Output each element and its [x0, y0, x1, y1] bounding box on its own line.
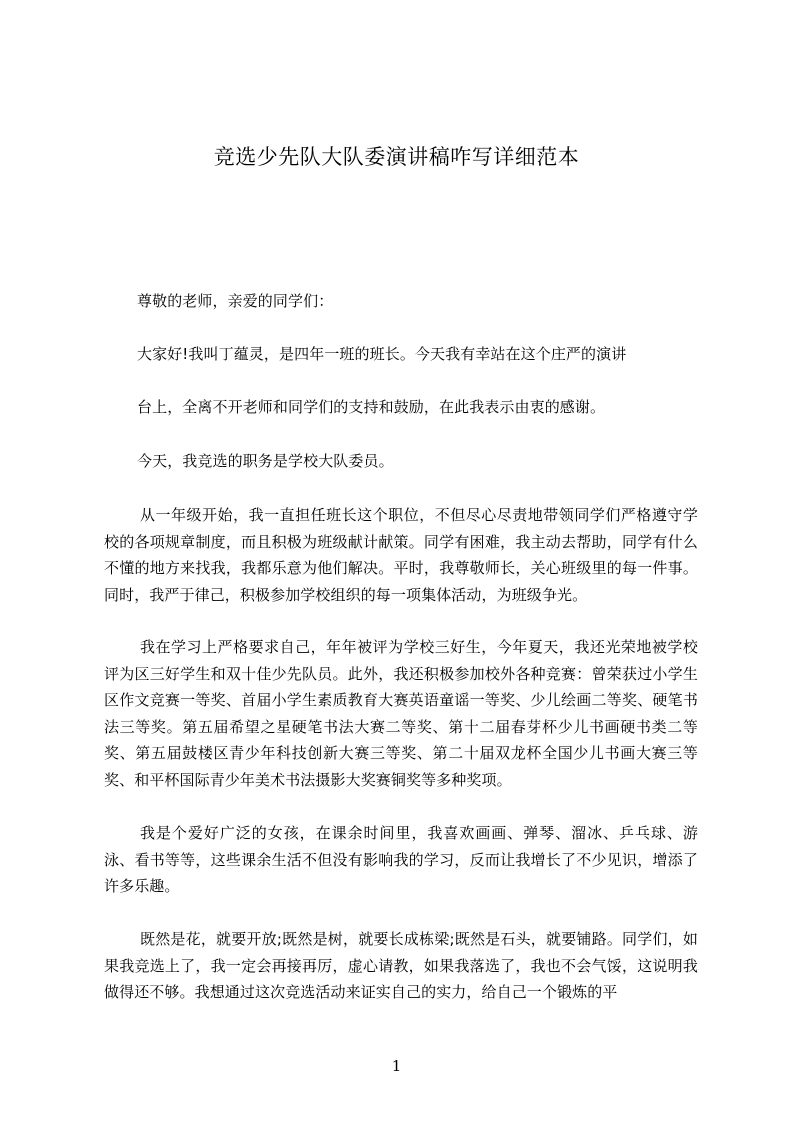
page-number: 1	[391, 1057, 402, 1075]
intro-line-1: 大家好!我叫丁蕴灵，是四年一班的班长。今天我有幸站在这个庄严的演讲	[137, 345, 627, 363]
intro-line-2: 台上，全离不开老师和同学们的支持和鼓励，在此我表示由衷的感谢。	[137, 398, 606, 416]
paragraph-conclusion: 既然是花，就要开放;既然是树，就要长成栋梁;既然是石头，就要铺路。同学们，如果我竞选上了，我一定会再接再厉，虚心请教，如果我落选了，我也不会气馁，这说明我做得还不够。我想通过这次竞选活动来证实自己的实力，给自己一个锻炼的平	[104, 930, 698, 1002]
position-line: 今天，我竞选的职务是学校大队委员。	[137, 452, 394, 470]
paragraph-awards: 我在学习上严格要求自己，年年被评为学校三好生，今年夏天，我还光荣地被学校评为区三好学生和双十佳少先队员。此外，我还积极参加校外各种竞赛：曾荣获过小学生区作文竞赛一等奖、首届小学生素质教育大赛英语童谣一等奖、少儿绘画二等奖、硬笔书法三等奖。第五届希望之星硬笔书法大赛二等奖、第十二届春芽杯少儿书画硬书类二等奖、第五届鼓楼区青少年科技创新大赛三等奖、第二十届双龙杯全国少儿书画大赛三等奖、和平杯国际青少年美术书法摄影大奖赛铜奖等多种奖项。	[104, 638, 698, 789]
greeting-line: 尊敬的老师，亲爱的同学们：	[137, 292, 334, 310]
paragraph-hobbies: 我是个爱好广泛的女孩，在课余时间里，我喜欢画画、弹琴、溜冰、乒乓球、游泳、看书等等，这些课余生活不但没有影响我的学习，反而让我增长了不少见识，增添了许多乐趣。	[104, 824, 698, 896]
document-title: 竞选少先队大队委演讲稿咋写详细范本	[213, 145, 580, 169]
paragraph-class-leader: 从一年级开始，我一直担任班长这个职位，不但尽心尽责地带领同学们严格遵守学校的各项规章制度，而且积极为班级献计献策。同学有困难，我主动去帮助，同学有什么不懂的地方来找我，我都乐意为他们解决。平时，我尊敬师长，关心班级里的每一件事。同时，我严于律己，积极参加学校组织的每一项集体活动，为班级争光。	[104, 506, 698, 604]
